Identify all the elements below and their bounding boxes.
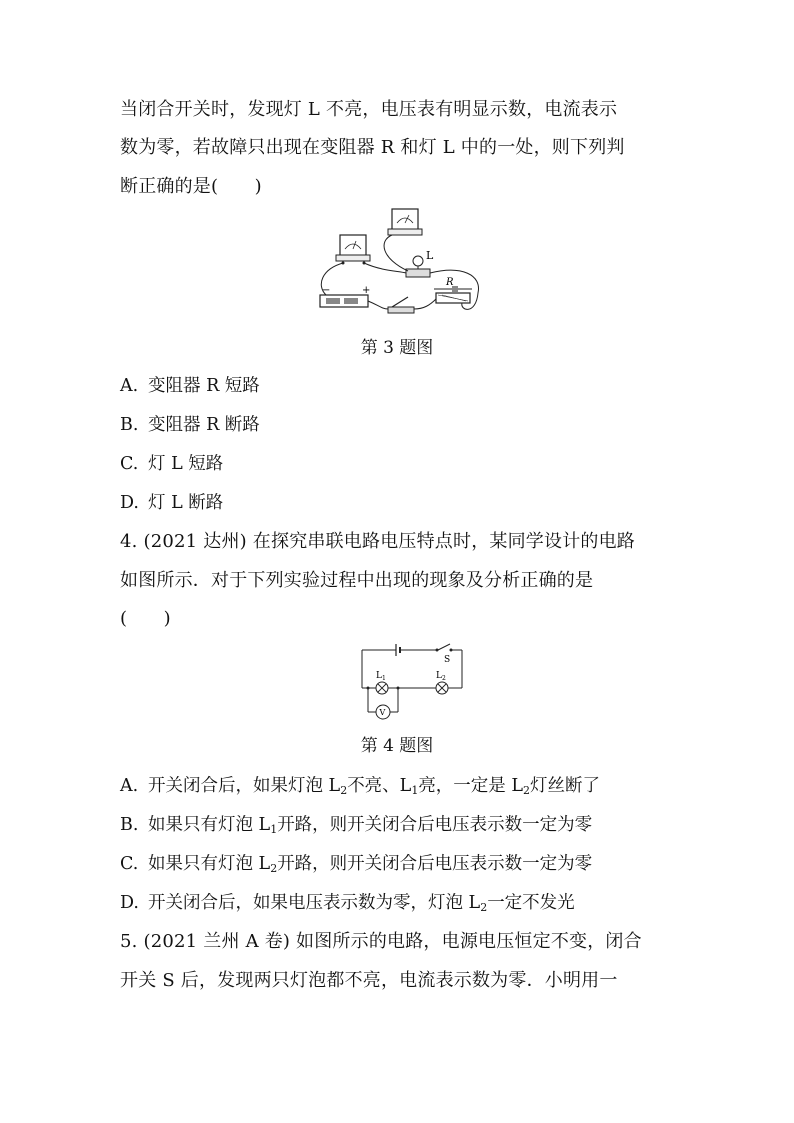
option-letter: A. xyxy=(120,376,139,396)
lamp-l2-icon xyxy=(436,682,448,694)
lamp-l2-label: $L_2$ xyxy=(436,671,446,682)
option-text: 灯 L 短路 xyxy=(148,454,224,474)
lamp-label: L xyxy=(426,249,434,262)
rheostat-label: R xyxy=(446,277,454,288)
q3-option-a[interactable] xyxy=(120,374,260,398)
switch-label: S xyxy=(444,655,451,665)
q3-stem-line-1: 当闭合开关时，发现灯 L 不亮，电压表有明显示数，电流表示 xyxy=(120,99,618,120)
battery-icon xyxy=(320,295,368,307)
q4-option-d[interactable] xyxy=(120,891,575,915)
option-text: 如果只有灯泡 $L_2$开路，则开关闭合后电压表示数一定为零 xyxy=(148,854,593,875)
q4-stem-line-1: 4. (2021 达州) 在探究串联电路电压特点时，某同学设计的电路 xyxy=(120,531,635,552)
switch-icon xyxy=(436,644,453,652)
option-text: 如果只有灯泡 $L_1$开路，则开关闭合后电压表示数一定为零 xyxy=(148,815,593,836)
q4-figure-caption: 第 4 题图 xyxy=(360,736,434,756)
q3-stem-line-2: 数为零，若故障只出现在变阻器 R 和灯 L 中的一处，则下列判 xyxy=(120,137,625,158)
q4-option-c[interactable] xyxy=(120,852,592,876)
q3-circuit-figure xyxy=(312,205,492,323)
battery-minus-label: − xyxy=(322,285,331,296)
option-letter: A. xyxy=(120,776,139,796)
q3-option-c[interactable] xyxy=(120,452,223,476)
option-letter: C. xyxy=(120,854,139,874)
q4-stem-line-2: 如图所示．对于下列实验过程中出现的现象及分析正确的是 xyxy=(120,570,594,591)
option-text: 灯 L 断路 xyxy=(148,493,224,513)
option-letter: D. xyxy=(120,893,139,913)
option-text: 开关闭合后，如果电压表示数为零，灯泡 $L_2$一定不发光 xyxy=(148,893,575,914)
q3-option-d[interactable] xyxy=(120,491,223,515)
q4-option-b[interactable] xyxy=(120,813,592,837)
q3-stem-line-3: 断正确的是( ) xyxy=(120,176,262,197)
lamp-l1-icon xyxy=(376,682,388,694)
q5-stem-line-1: 5. (2021 兰州 A 卷) 如图所示的电路，电源电压恒定不变，闭合 xyxy=(120,931,642,952)
option-letter: D. xyxy=(120,493,139,513)
q4-circuit-figure xyxy=(352,640,472,722)
q4-stem-line-3: ( ) xyxy=(120,608,171,629)
battery-icon xyxy=(396,644,400,656)
voltmeter-label: V xyxy=(379,708,386,717)
ammeter-top-icon xyxy=(388,209,422,235)
q3-figure-caption: 第 3 题图 xyxy=(360,338,434,358)
q4-option-a[interactable] xyxy=(120,774,600,798)
option-letter: B. xyxy=(120,815,139,835)
q5-stem-line-2: 开关 S 后，发现两只灯泡都不亮，电流表示数为零．小明用一 xyxy=(120,970,618,991)
option-text: 变阻器 R 断路 xyxy=(148,415,260,435)
option-letter: B. xyxy=(120,415,139,435)
switch-icon xyxy=(388,297,414,313)
option-text: 开关闭合后，如果灯泡 $L_2$不亮、$L_1$亮，一定是 $L_2$灯丝断了 xyxy=(148,776,600,797)
voltmeter-left-icon xyxy=(336,235,370,265)
lamp-l1-label: $L_1$ xyxy=(376,671,386,682)
q3-option-b[interactable] xyxy=(120,413,260,437)
option-text: 变阻器 R 短路 xyxy=(148,376,260,396)
rheostat-icon xyxy=(434,286,472,303)
battery-plus-label: + xyxy=(362,285,371,296)
option-letter: C. xyxy=(120,454,139,474)
